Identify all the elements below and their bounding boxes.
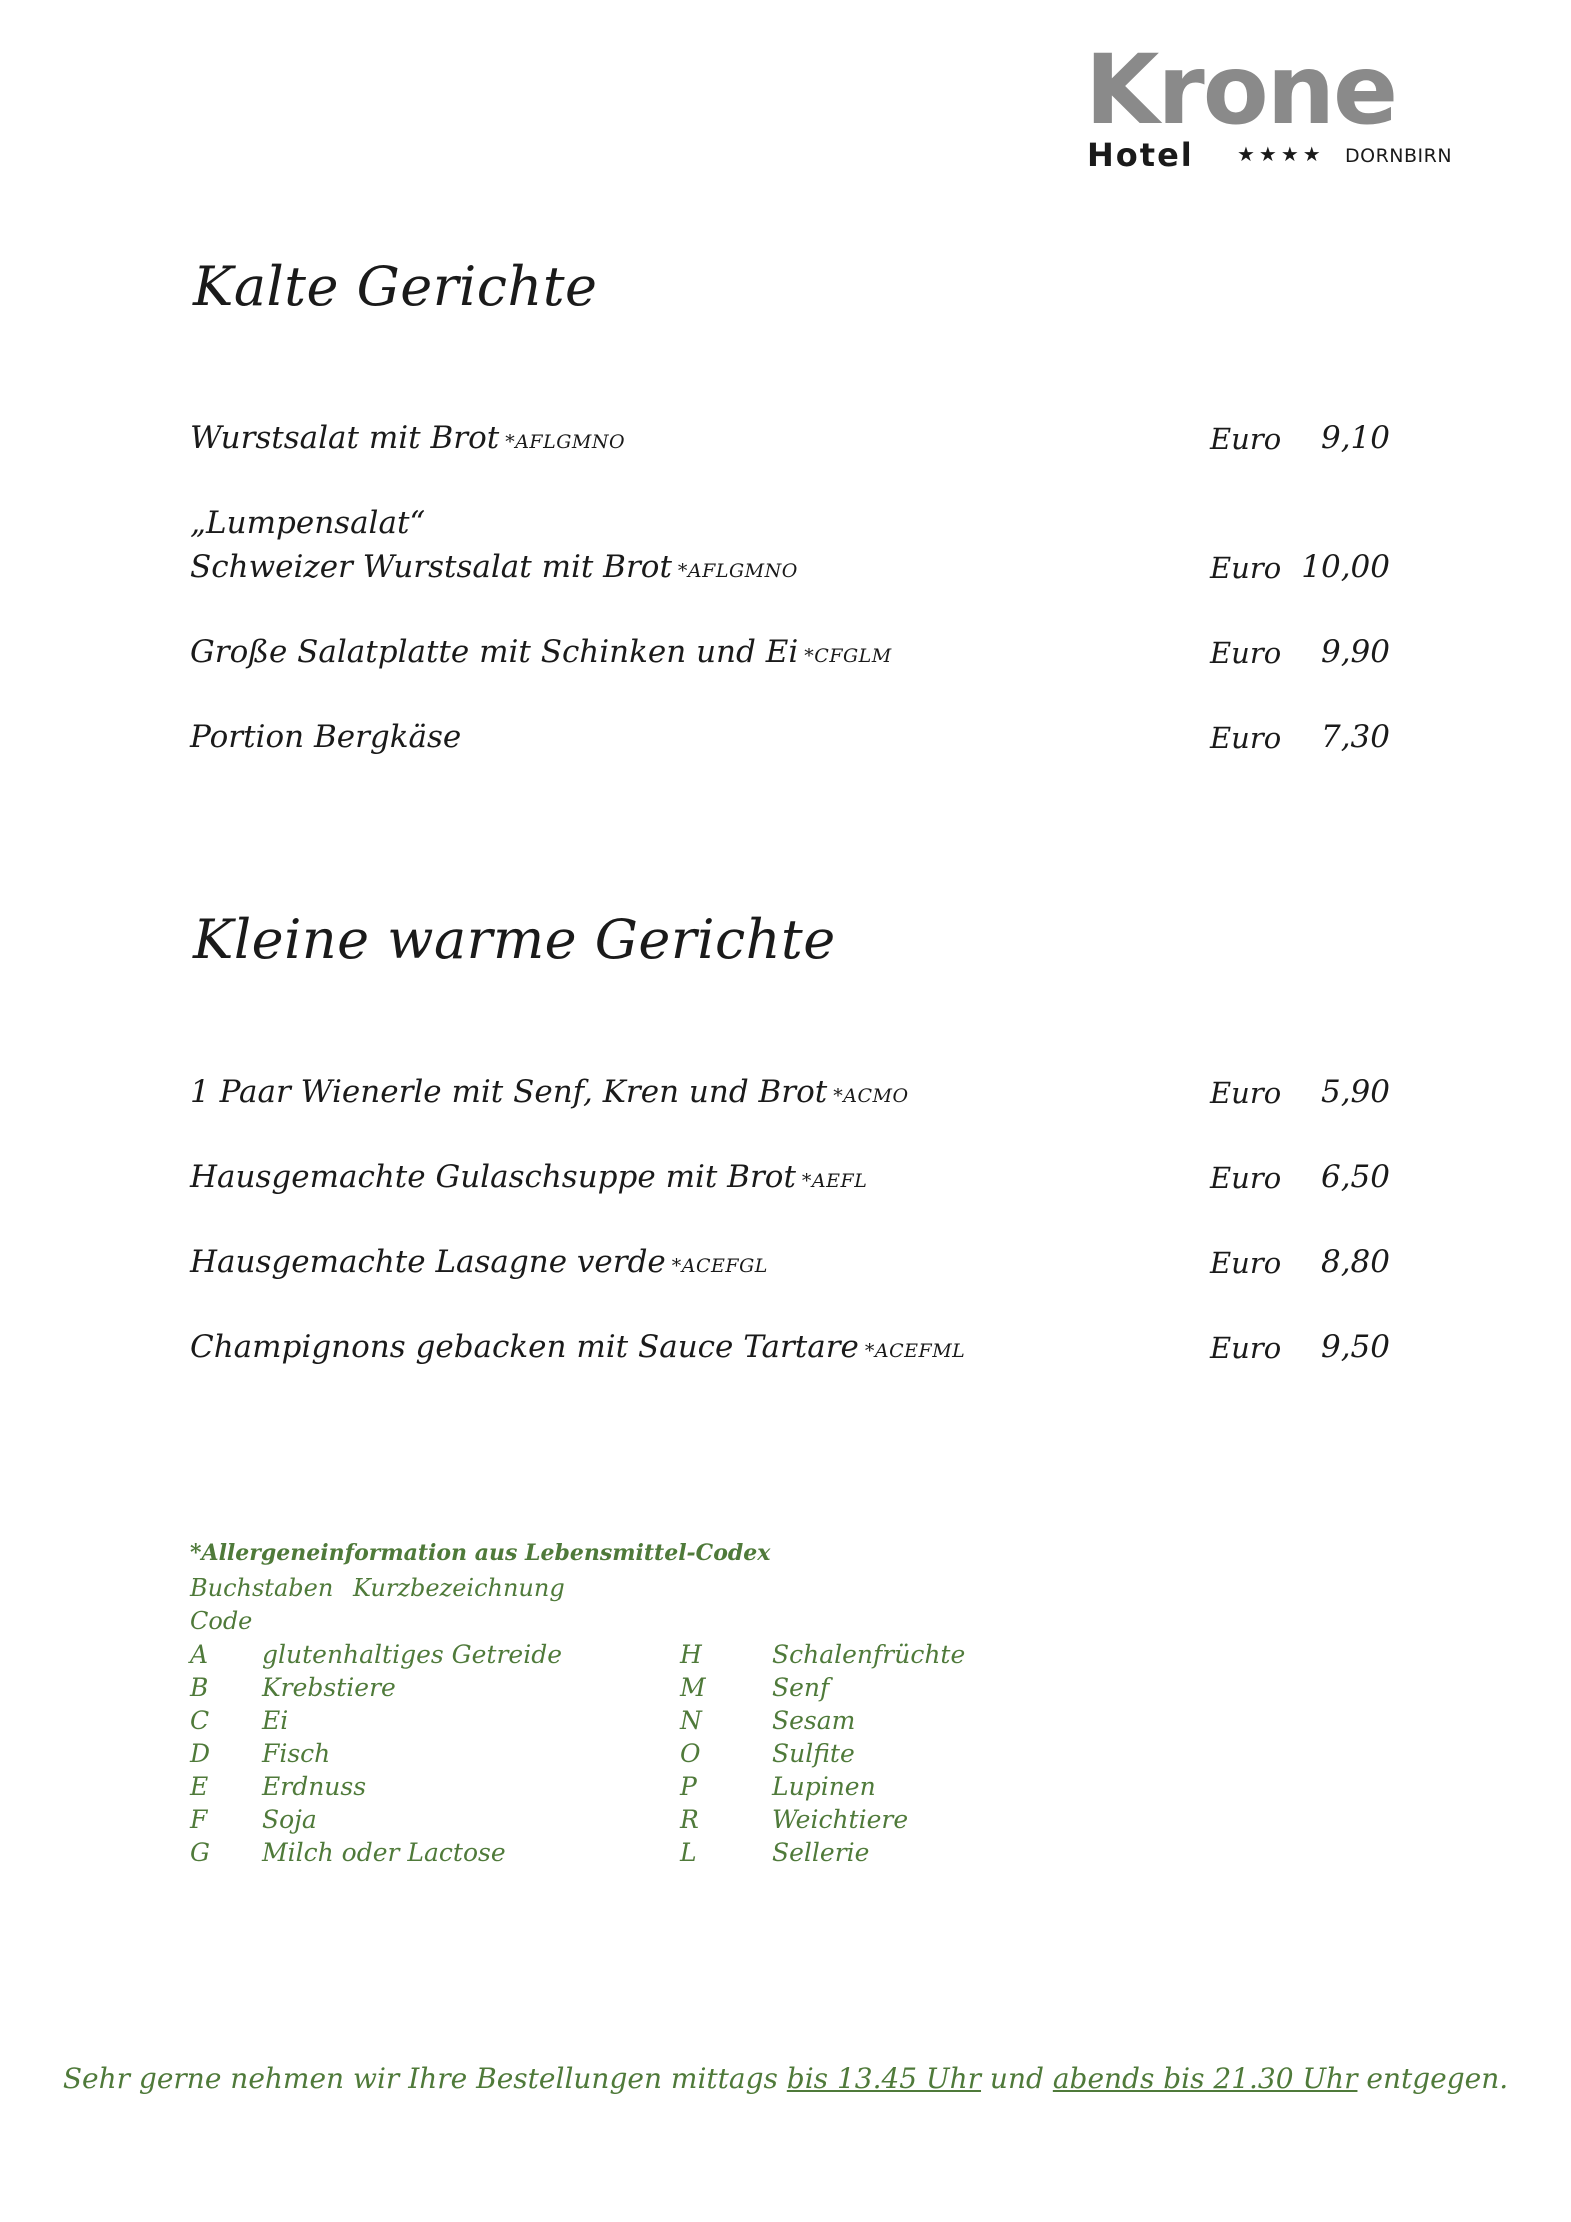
menu-item: [190, 1066, 1390, 1110]
menu-item-name: Hausgemachte Gulaschsuppe mit Brot *AEFL: [190, 1159, 868, 1195]
currency-label: Euro: [1210, 1246, 1282, 1280]
currency-label: Euro: [1210, 1076, 1282, 1110]
order-times-note: [0, 2062, 1571, 2095]
menu-item-price: 9,50: [1320, 1329, 1390, 1365]
allergen-code: E: [190, 1772, 209, 1801]
menu-item-price: 9,10: [1320, 420, 1390, 456]
menu-item-name: Wurstsalat mit Brot *AFLGMNO: [190, 420, 626, 456]
allergen-label: Krebstiere: [262, 1673, 396, 1702]
menu-item-price: 5,90: [1320, 1074, 1390, 1110]
logo-city: DORNBIRN: [1345, 145, 1453, 167]
allergen-code: L: [680, 1838, 697, 1867]
allergen-code: R: [680, 1805, 699, 1834]
allergen-header-code: Code: [190, 1607, 253, 1635]
menu-item-price: 6,50: [1320, 1159, 1390, 1195]
allergen-codes: *ACEFGL: [671, 1255, 768, 1277]
allergen-code: N: [680, 1706, 702, 1735]
logo-hotel: Hotel: [1087, 136, 1194, 174]
currency-label: Euro: [1210, 636, 1282, 670]
logo-stars-icon: ★★★★: [1237, 142, 1325, 166]
allergen-label: Sesam: [772, 1706, 856, 1735]
allergen-label: Senf: [772, 1673, 830, 1702]
menu-item: [190, 1236, 1390, 1280]
footer-text: und: [981, 2062, 1053, 2095]
menu-item: [190, 1321, 1390, 1365]
allergen-label: Milch oder Lactose: [262, 1838, 506, 1867]
allergen-label: Schalenfrüchte: [772, 1640, 966, 1669]
menu-item-name: Große Salatplatte mit Schinken und Ei *CFGLM: [190, 634, 892, 670]
menu-item: [190, 505, 1390, 585]
menu-item: [190, 626, 1390, 670]
menu-item-name: Portion Bergkäse: [190, 719, 462, 755]
dinner-time: abends bis 21.30 Uhr: [1052, 2062, 1358, 2095]
menu-item-price: 8,80: [1320, 1244, 1390, 1280]
allergen-label: Fisch: [262, 1739, 331, 1768]
allergen-header-letters: Buchstaben: [190, 1574, 334, 1602]
currency-label: Euro: [1210, 1161, 1282, 1195]
menu-item-name: Hausgemachte Lasagne verde *ACEFGL: [190, 1244, 768, 1280]
menu-item-price: 9,90: [1320, 634, 1390, 670]
allergen-code: A: [190, 1640, 209, 1669]
allergen-codes: *AFLGMNO: [505, 431, 626, 453]
allergen-title: *Allergeneinformation aus Lebensmittel-Codex: [190, 1540, 771, 1566]
footer-text: entgegen.: [1357, 2062, 1509, 2095]
currency-label: Euro: [1210, 422, 1282, 456]
allergen-codes: *AFLGMNO: [677, 560, 798, 582]
allergen-label: Sulfite: [772, 1739, 855, 1768]
allergen-code: M: [680, 1673, 706, 1702]
menu-item-name: Schweizer Wurstsalat mit Brot *AFLGMNO: [190, 549, 798, 585]
menu-item: [190, 1151, 1390, 1195]
menu-item: [190, 711, 1390, 755]
allergen-header-short: Kurzbezeichnung: [353, 1574, 565, 1602]
menu-item-price: 7,30: [1320, 719, 1390, 755]
allergen-code: B: [190, 1673, 209, 1702]
menu-item-subtitle: „Lumpensalat“: [190, 505, 426, 541]
allergen-codes: *AEFL: [801, 1170, 868, 1192]
currency-label: Euro: [1210, 1331, 1282, 1365]
section-title-kleine-warme-gerichte: Kleine warme Gerichte: [193, 908, 836, 971]
allergen-code: H: [680, 1640, 702, 1669]
allergen-codes: *ACEFML: [864, 1340, 966, 1362]
currency-label: Euro: [1210, 551, 1282, 585]
footer-text: Sehr gerne nehmen wir Ihre Bestellungen mittags: [62, 2062, 787, 2095]
allergen-label: Lupinen: [772, 1772, 876, 1801]
allergen-label: Sellerie: [772, 1838, 870, 1867]
allergen-code: D: [190, 1739, 211, 1768]
allergen-label: glutenhaltiges Getreide: [262, 1640, 563, 1669]
allergen-code: O: [680, 1739, 701, 1768]
allergen-code: P: [680, 1772, 697, 1801]
allergen-label: Erdnuss: [262, 1772, 367, 1801]
allergen-codes: *ACMO: [833, 1085, 909, 1107]
menu-item-name: 1 Paar Wienerle mit Senf, Kren und Brot *ACMO: [190, 1074, 909, 1110]
allergen-codes: *CFGLM: [804, 645, 892, 667]
currency-label: Euro: [1210, 721, 1282, 755]
allergen-label: Ei: [262, 1706, 289, 1735]
logo-brand: Krone: [1085, 34, 1397, 146]
allergen-label: Soja: [262, 1805, 317, 1834]
allergen-label: Weichtiere: [772, 1805, 909, 1834]
menu-item: [190, 412, 1390, 456]
hotel-logo: [1085, 34, 1455, 174]
allergen-code: C: [190, 1706, 210, 1735]
section-title-kalte-gerichte: Kalte Gerichte: [193, 255, 598, 318]
allergen-code: G: [190, 1838, 210, 1867]
lunch-time: bis 13.45 Uhr: [786, 2062, 982, 2095]
menu-item-price: 10,00: [1301, 549, 1390, 585]
allergen-code: F: [190, 1805, 208, 1834]
menu-item-name: Champignons gebacken mit Sauce Tartare *ACEFML: [190, 1329, 966, 1365]
